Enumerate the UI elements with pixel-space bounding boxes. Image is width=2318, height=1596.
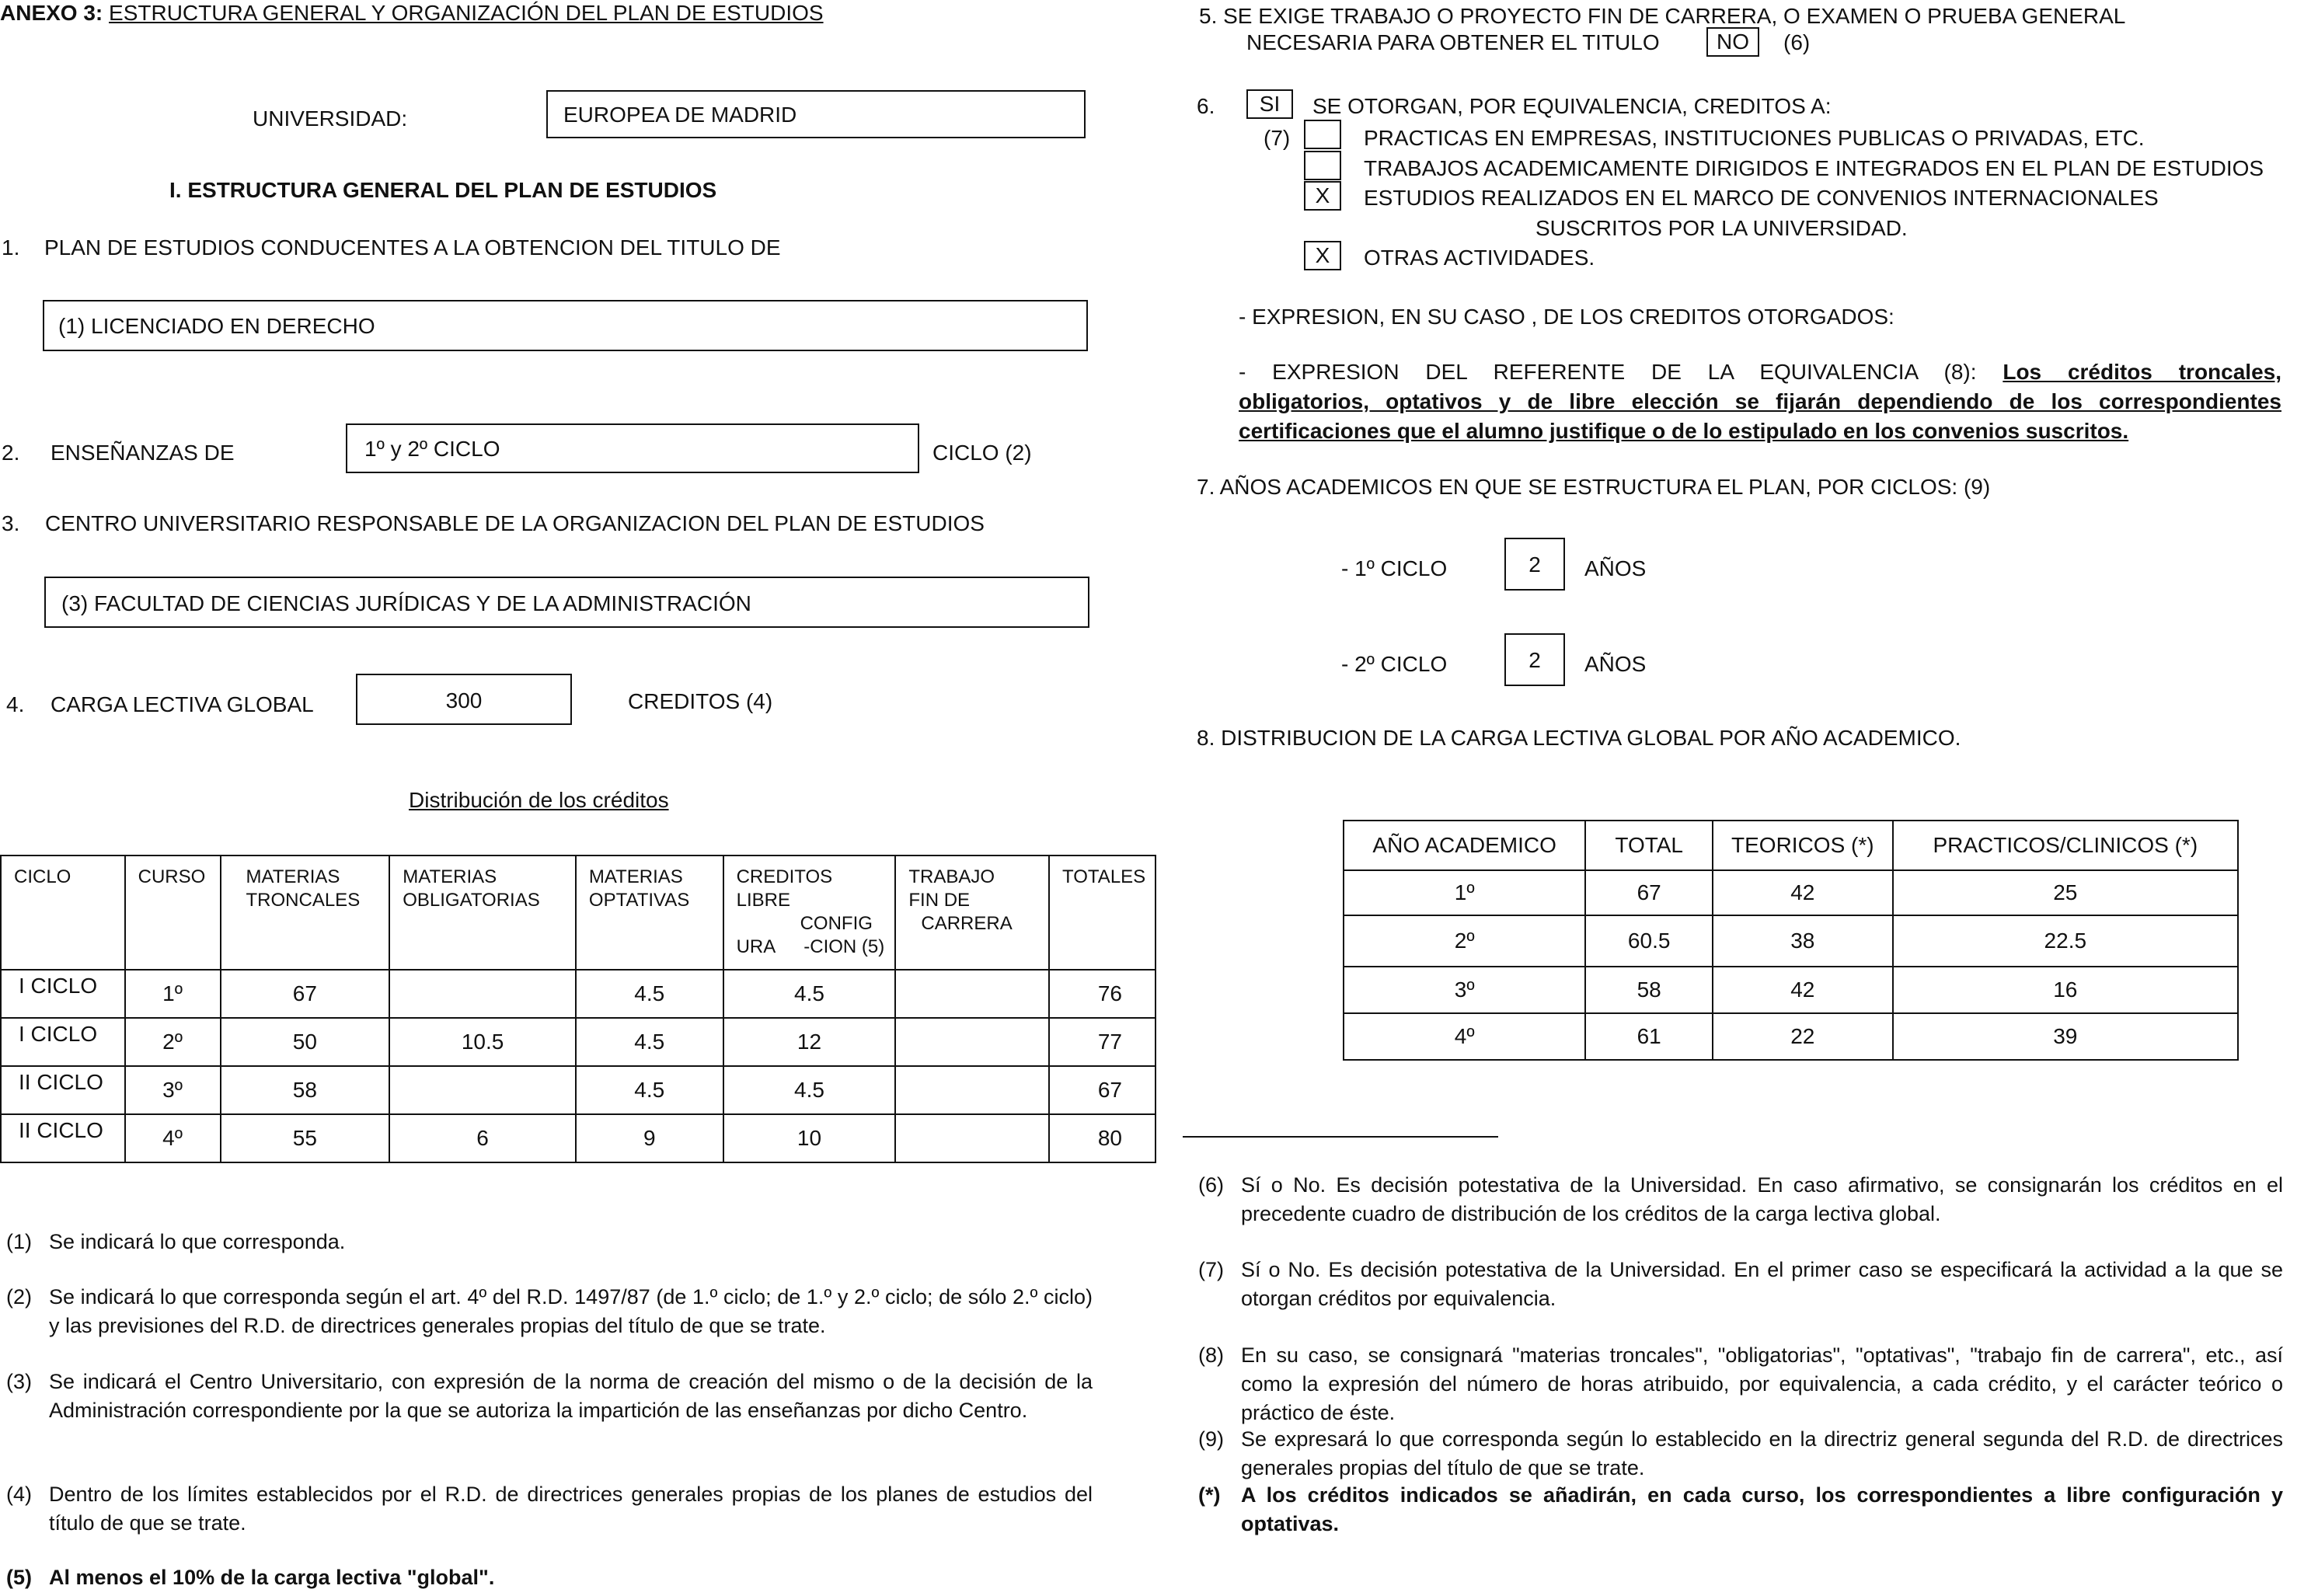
university-label: UNIVERSIDAD: — [253, 106, 408, 131]
equivalence-reference: - EXPRESION DEL REFERENTE DE LA EQUIVALENCIA (8): Los créditos troncales, obligatorios, optativos y de libre elección se fijarán dependiendo de los correspondientes certificaciones que el alumno justifique o de lo estipulado en los convenios suscritos. — [1239, 360, 2281, 443]
item1-num: 1. — [2, 235, 20, 260]
expression-credits: - EXPRESION, EN SU CASO , DE LOS CREDITOS OTORGADOS: — [1239, 305, 1894, 329]
col-curso: CURSO — [125, 855, 221, 970]
center-field — [44, 577, 1089, 628]
annex-heading — [0, 0, 824, 26]
col-trabajo: TRABAJO FIN DE CARRERA — [895, 855, 1049, 970]
cell-curso: 2º — [125, 1018, 221, 1066]
footnote-separator — [1183, 1136, 1498, 1138]
year-header-row — [1344, 821, 2238, 870]
year-col-1: TOTAL — [1585, 821, 1713, 870]
footnote-number: (*) — [1198, 1483, 1221, 1507]
cycle1-years-box — [1504, 538, 1565, 591]
item2-num: 2. — [2, 441, 20, 465]
year-cell: 4º — [1344, 1013, 1585, 1060]
university-value: EUROPEA DE MADRID — [563, 103, 797, 127]
option-otras-checkbox: X — [1304, 241, 1341, 270]
option-practicas-label: PRACTICAS EN EMPRESAS, INSTITUCIONES PUBLICAS O PRIVADAS, ETC. — [1364, 126, 2145, 150]
footnote-number: (5) — [6, 1566, 32, 1589]
cell-totales: 80 — [1049, 1114, 1156, 1162]
table-row — [1344, 1013, 2238, 1060]
item7-text: 7. AÑOS ACADEMICOS EN QUE SE ESTRUCTURA EL PLAN, POR CICLOS: (9) — [1197, 475, 1991, 499]
table-row — [1, 1066, 1156, 1114]
table-row — [1344, 967, 2238, 1013]
option-trabajos-label: TRABAJOS ACADEMICAMENTE DIRIGIDOS E INTEGRADOS EN EL PLAN DE ESTUDIOS — [1364, 156, 2264, 180]
option-convenios-label-2: SUSCRITOS POR LA UNIVERSIDAD. — [1535, 216, 1908, 240]
footnote-text: Al menos el 10% de la carga lectiva "global". — [49, 1566, 495, 1589]
cell-totales: 76 — [1049, 970, 1156, 1018]
cell-curso: 4º — [125, 1114, 221, 1162]
cell-trabajo — [895, 1066, 1049, 1114]
cell-optativas: 4.5 — [576, 1018, 723, 1066]
year-cell: 22.5 — [1893, 915, 2238, 967]
university-field — [546, 90, 1086, 138]
cell-trabajo — [895, 1018, 1049, 1066]
option-practicas-checkbox — [1304, 120, 1341, 149]
year-cell: 58 — [1585, 967, 1713, 1013]
year-cell: 42 — [1713, 870, 1893, 915]
year-cell: 42 — [1713, 967, 1893, 1013]
year-cell: 39 — [1893, 1013, 2238, 1060]
table-row — [1, 1114, 1156, 1162]
cell-obligatorias: 10.5 — [389, 1018, 576, 1066]
credits-header-row — [1, 855, 1156, 970]
footnote-number: (6) — [1198, 1173, 1224, 1197]
item2-text: ENSEÑANZAS DE — [51, 441, 235, 465]
cell-troncales: 58 — [221, 1066, 390, 1114]
year-cell: 38 — [1713, 915, 1893, 967]
cell-ciclo: II CICLO — [1, 1066, 125, 1114]
footnote-number: (4) — [6, 1483, 32, 1506]
cycle2-label: - 2º CICLO — [1341, 652, 1448, 676]
cycle2-years: 2 — [1528, 648, 1541, 672]
item6-answer-box — [1246, 89, 1293, 119]
year-table — [1343, 820, 2239, 1061]
footnote-text: Sí o No. Es decisión potestativa de la Universidad. En caso afirmativo, se consignarán los créditos en el precedente cuadro de distribución de los créditos de la carga lectiva global. — [1241, 1173, 2283, 1225]
year-cell: 16 — [1893, 967, 2238, 1013]
option-trabajos-checkbox — [1304, 151, 1341, 180]
year-col-2: TEORICOS (*) — [1713, 821, 1893, 870]
col-ciclo: CICLO — [1, 855, 125, 970]
item6-note: (7) — [1264, 126, 1291, 150]
footnote-number: (3) — [6, 1370, 32, 1393]
item5-line1: 5. SE EXIGE TRABAJO O PROYECTO FIN DE CARRERA, O EXAMEN O PRUEBA GENERAL — [1199, 4, 2126, 28]
annex-title: ESTRUCTURA GENERAL Y ORGANIZACIÓN DEL PLAN DE ESTUDIOS — [109, 1, 824, 25]
item6-text: SE OTORGAN, POR EQUIVALENCIA, CREDITOS A: — [1312, 94, 1832, 118]
year-cell: 60.5 — [1585, 915, 1713, 967]
footnote-text: A los créditos indicados se añadirán, en cada curso, los correspondientes a libre configuración y optativas. — [1241, 1483, 2283, 1535]
year-cell: 25 — [1893, 870, 2238, 915]
cell-troncales: 50 — [221, 1018, 390, 1066]
cell-curso: 3º — [125, 1066, 221, 1114]
footnote-text: Se indicará lo que corresponda según el art. 4º del R.D. 1497/87 (de 1.º ciclo; de 1.º y 2.º ciclo; de sólo 2.º ciclo) y las previsiones del R.D. de directrices generales propias del título de que se trate. — [49, 1285, 1093, 1337]
table-row — [1344, 915, 2238, 967]
cycle2-unit: AÑOS — [1584, 652, 1647, 676]
option-convenios-label: ESTUDIOS REALIZADOS EN EL MARCO DE CONVENIOS INTERNACIONALES — [1364, 186, 2159, 210]
footnote-number: (7) — [1198, 1258, 1224, 1281]
year-cell: 2º — [1344, 915, 1585, 967]
load-value: 300 — [445, 688, 483, 713]
cell-totales: 77 — [1049, 1018, 1156, 1066]
load-field — [356, 674, 572, 725]
table-row — [1344, 870, 2238, 915]
year-cell: 61 — [1585, 1013, 1713, 1060]
cycle-value: 1º y 2º CICLO — [364, 437, 500, 461]
option-otras-label: OTRAS ACTIVIDADES. — [1364, 246, 1595, 270]
year-cell: 67 — [1585, 870, 1713, 915]
item2-suffix: CICLO (2) — [932, 441, 1032, 465]
cycle1-label: - 1º CICLO — [1341, 556, 1448, 580]
item5-note: (6) — [1783, 30, 1811, 54]
cycle-field — [346, 423, 919, 473]
year-col-0: AÑO ACADEMICO — [1344, 821, 1585, 870]
cell-libre: 4.5 — [723, 1066, 896, 1114]
table-row — [1, 1018, 1156, 1066]
credits-table — [0, 855, 1156, 1163]
col-libre: CREDITOS LIBRE CONFIG URA -CION (5) — [723, 855, 896, 970]
col-totales: TOTALES — [1049, 855, 1156, 970]
year-cell: 22 — [1713, 1013, 1893, 1060]
cell-troncales: 55 — [221, 1114, 390, 1162]
cell-curso: 1º — [125, 970, 221, 1018]
cycle2-years-box — [1504, 633, 1565, 686]
credits-caption: Distribución de los créditos — [409, 788, 669, 812]
footnote-number: (8) — [1198, 1343, 1224, 1367]
footnote-text: Se indicará el Centro Universitario, con expresión de la norma de creación del mismo o de la decisión de la Administración correspondiente por la que se autoriza la impartición de las enseñanzas por dicho Centro. — [49, 1370, 1093, 1422]
col-troncales: MATERIAS TRONCALES — [221, 855, 390, 970]
cell-obligatorias: 6 — [389, 1114, 576, 1162]
cell-troncales: 67 — [221, 970, 390, 1018]
cycle1-years: 2 — [1528, 552, 1541, 577]
year-cell: 3º — [1344, 967, 1585, 1013]
footnote-text: Dentro de los límites establecidos por el R.D. de directrices generales propias de los planes de estudios del título de que se trate. — [49, 1483, 1093, 1535]
item4-num: 4. — [6, 692, 25, 716]
footnote-text: Se expresará lo que corresponda según lo establecido en la directriz general segunda del R.D. de directrices generales propias del título de que se trate. — [1241, 1427, 2283, 1479]
item5-answer-box — [1706, 27, 1759, 57]
item5-line2: NECESARIA PARA OBTENER EL TITULO — [1246, 30, 1660, 54]
cell-optativas: 4.5 — [576, 1066, 723, 1114]
footnote-number: (1) — [6, 1230, 32, 1253]
footnote-number: (9) — [1198, 1427, 1224, 1451]
item1-text: PLAN DE ESTUDIOS CONDUCENTES A LA OBTENCION DEL TITULO DE — [44, 235, 781, 260]
section-title: I. ESTRUCTURA GENERAL DEL PLAN DE ESTUDIOS — [169, 178, 717, 202]
cell-obligatorias — [389, 970, 576, 1018]
year-col-3: PRACTICOS/CLINICOS (*) — [1893, 821, 2238, 870]
col-optativas: MATERIAS OPTATIVAS — [576, 855, 723, 970]
cycle1-unit: AÑOS — [1584, 556, 1647, 580]
cell-ciclo: II CICLO — [1, 1114, 125, 1162]
annex-label: ANEXO 3: — [0, 1, 103, 25]
center-value: (3) FACULTAD DE CIENCIAS JURÍDICAS Y DE LA ADMINISTRACIÓN — [61, 591, 751, 615]
cell-libre: 10 — [723, 1114, 896, 1162]
item3-text: CENTRO UNIVERSITARIO RESPONSABLE DE LA ORGANIZACION DEL PLAN DE ESTUDIOS — [45, 511, 985, 535]
item4-text: CARGA LECTIVA GLOBAL — [51, 692, 314, 716]
cell-trabajo — [895, 1114, 1049, 1162]
item8-text: 8. DISTRIBUCION DE LA CARGA LECTIVA GLOBAL POR AÑO ACADEMICO. — [1197, 726, 1961, 750]
footnote-text: En su caso, se consignará "materias troncales", "obligatorias", "optativas", "trabajo fin de carrera", etc., así como la expresión del número de horas atribuido, por equivalencia, a cada crédito, y el carácter teórico o práctico de éste. — [1241, 1343, 2283, 1424]
cell-trabajo — [895, 970, 1049, 1018]
option-convenios-checkbox: X — [1304, 181, 1341, 211]
cell-optativas: 4.5 — [576, 970, 723, 1018]
cell-ciclo: I CICLO — [1, 970, 125, 1018]
cell-ciclo: I CICLO — [1, 1018, 125, 1066]
item6-num: 6. — [1197, 94, 1215, 118]
item3-num: 3. — [2, 511, 20, 535]
degree-title-value: (1) LICENCIADO EN DERECHO — [58, 314, 375, 338]
table-row — [1, 970, 1156, 1018]
item4-suffix: CREDITOS (4) — [628, 689, 773, 713]
footnote-text: Sí o No. Es decisión potestativa de la Universidad. En el primer caso se especificará la actividad a la que se otorgan créditos por equivalencia. — [1241, 1258, 2283, 1310]
footnote-text: Se indicará lo que corresponda. — [49, 1230, 346, 1253]
footnote-number: (2) — [6, 1285, 32, 1309]
cell-obligatorias — [389, 1066, 576, 1114]
cell-optativas: 9 — [576, 1114, 723, 1162]
cell-totales: 67 — [1049, 1066, 1156, 1114]
cell-libre: 4.5 — [723, 970, 896, 1018]
cell-libre: 12 — [723, 1018, 896, 1066]
degree-title-field — [43, 300, 1088, 351]
item6-answer: SI — [1259, 92, 1281, 116]
col-obligatorias: MATERIAS OBLIGATORIAS — [389, 855, 576, 970]
item5-answer: NO — [1717, 30, 1749, 54]
year-cell: 1º — [1344, 870, 1585, 915]
